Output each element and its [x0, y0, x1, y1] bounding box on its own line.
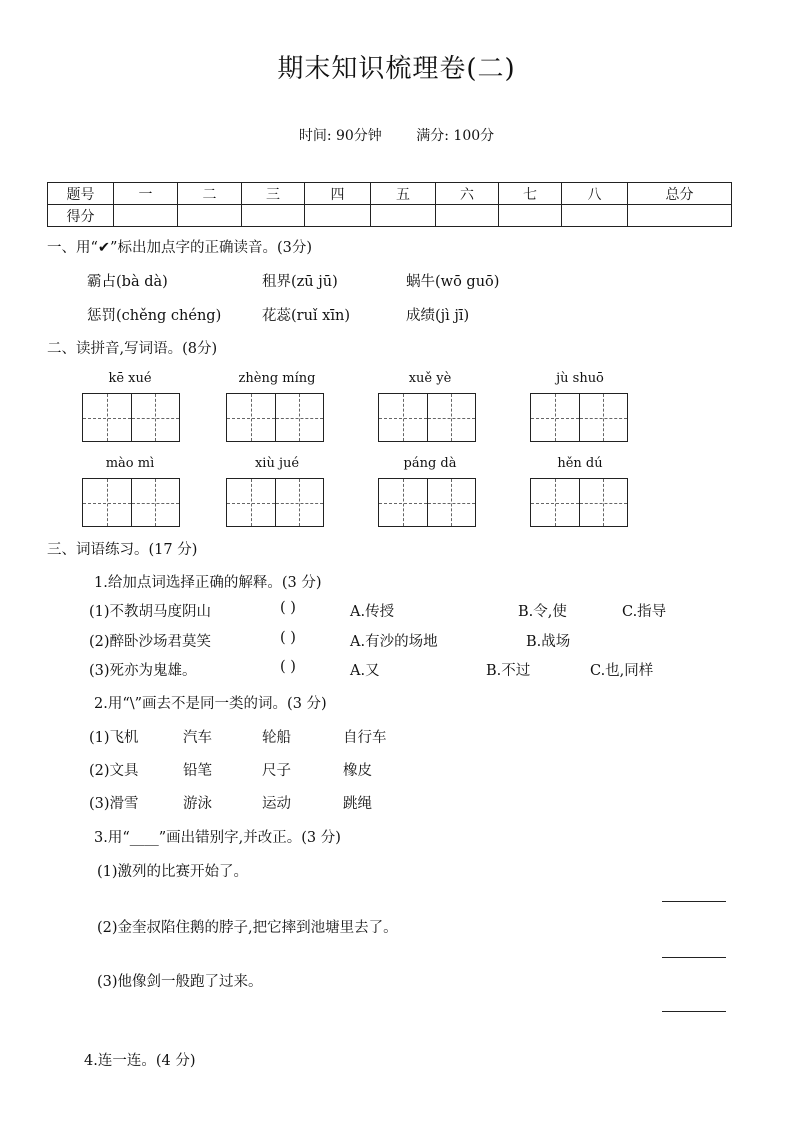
pinyin-label: hěn dú [557, 456, 603, 471]
score-cell[interactable] [499, 205, 562, 227]
option-b: B.不过 [486, 663, 531, 679]
time-limit: 时间: 90分钟 [298, 128, 382, 144]
section-2-heading: 二、读拼音,写词语。(8分) [47, 341, 218, 357]
answer-line[interactable] [662, 957, 726, 958]
sec1-item[interactable]: 惩罚(chěng chéng) [87, 308, 222, 324]
q3-heading: 3.用“____”画出错别字,并改正。(3 分) [94, 830, 341, 846]
pinyin-label: xuě yè [408, 371, 452, 386]
score-table-header-row [48, 183, 732, 205]
answer-paren[interactable]: ( ) [280, 600, 296, 616]
q1-row-text: (3)死亦为鬼雄。 [89, 663, 197, 679]
writing-grid[interactable] [82, 478, 180, 527]
option-a: A.有沙的场地 [350, 634, 438, 650]
q2-word[interactable]: (3)滑雪 [89, 796, 139, 812]
score-cell[interactable] [562, 205, 628, 227]
score-cell[interactable] [371, 205, 436, 227]
answer-paren[interactable]: ( ) [280, 630, 296, 646]
score-table-header: 题号 [48, 183, 114, 205]
writing-grid[interactable] [226, 393, 324, 442]
pinyin-label: mào mì [105, 456, 155, 471]
page-title: 期末知识梳理卷(二) [277, 54, 516, 84]
writing-grid[interactable] [82, 393, 180, 442]
sec1-item[interactable]: 蜗牛(wō guō) [406, 274, 500, 290]
score-table-header: 五 [371, 183, 436, 205]
option-a: A.传授 [350, 604, 395, 620]
q2-word[interactable]: (2)文具 [89, 763, 139, 779]
writing-grid[interactable] [378, 478, 476, 527]
q1-heading: 1.给加点词选择正确的解释。(3 分) [94, 575, 322, 591]
section-3-heading: 三、词语练习。(17 分) [47, 542, 198, 558]
pinyin-label: jù shuō [556, 371, 604, 386]
score-table-header: 八 [562, 183, 628, 205]
q1-row-text: (1)不教胡马度阴山 [89, 604, 212, 620]
q2-word[interactable]: 橡皮 [343, 763, 372, 779]
score-cell[interactable] [436, 205, 499, 227]
q2-word[interactable]: 运动 [262, 796, 291, 812]
writing-grid[interactable] [530, 478, 628, 527]
writing-grid[interactable] [226, 478, 324, 527]
score-table [47, 182, 732, 227]
score-table-header: 二 [178, 183, 242, 205]
writing-grid[interactable] [530, 393, 628, 442]
q4-heading: 4.连一连。(4 分) [84, 1053, 196, 1069]
q2-word[interactable]: 汽车 [183, 730, 212, 746]
answer-paren[interactable]: ( ) [280, 659, 296, 675]
q2-word[interactable]: 游泳 [183, 796, 212, 812]
q2-word[interactable]: 自行车 [343, 730, 387, 746]
writing-grid[interactable] [378, 393, 476, 442]
pinyin-label: kē xué [108, 371, 152, 386]
section-1-heading: 一、用“✔”标出加点字的正确读音。(3分) [47, 240, 313, 256]
option-c: C.也,同样 [590, 663, 654, 679]
score-table-header: 七 [499, 183, 562, 205]
q3-sentence: (2)金奎叔陷住鹅的脖子,把它摔到池塘里去了。 [97, 920, 398, 936]
score-row-label: 得分 [48, 205, 114, 227]
sec1-item[interactable]: 花蕊(ruǐ xīn) [262, 308, 350, 324]
q2-heading: 2.用“\”画去不是同一类的词。(3 分) [94, 696, 327, 712]
option-a: A.又 [350, 663, 380, 679]
score-cell[interactable] [242, 205, 305, 227]
full-score: 满分: 100分 [416, 128, 495, 144]
exam-info [0, 125, 793, 145]
q3-sentence: (1)激列的比赛开始了。 [97, 864, 249, 880]
q2-word[interactable]: 铅笔 [183, 763, 212, 779]
score-table-header: 六 [436, 183, 499, 205]
option-b: B.战场 [526, 634, 571, 650]
q2-word[interactable]: 跳绳 [343, 796, 372, 812]
pinyin-label: xiù jué [254, 456, 300, 471]
pinyin-label: zhèng míng [238, 371, 316, 386]
score-table-header: 三 [242, 183, 305, 205]
score-table-header: 四 [305, 183, 371, 205]
sec1-item[interactable]: 霸占(bà dà) [87, 274, 168, 290]
score-table-header: 总分 [628, 183, 732, 205]
score-table-score-row [48, 205, 732, 227]
pinyin-label: páng dà [403, 456, 457, 471]
q2-word[interactable]: (1)飞机 [89, 730, 139, 746]
score-table-header: 一 [114, 183, 178, 205]
option-b: B.令,使 [518, 604, 567, 620]
score-cell[interactable] [114, 205, 178, 227]
score-cell[interactable] [305, 205, 371, 227]
q3-sentence: (3)他像剑一般跑了过来。 [97, 974, 263, 990]
answer-line[interactable] [662, 901, 726, 902]
q2-word[interactable]: 轮船 [262, 730, 291, 746]
sec1-item[interactable]: 成绩(jì jī) [406, 308, 470, 324]
answer-line[interactable] [662, 1011, 726, 1012]
option-c: C.指导 [622, 604, 667, 620]
score-cell[interactable] [628, 205, 732, 227]
sec1-item[interactable]: 租界(zū jū) [262, 274, 338, 290]
score-cell[interactable] [178, 205, 242, 227]
q2-word[interactable]: 尺子 [262, 763, 291, 779]
q1-row-text: (2)醉卧沙场君莫笑 [89, 634, 212, 650]
